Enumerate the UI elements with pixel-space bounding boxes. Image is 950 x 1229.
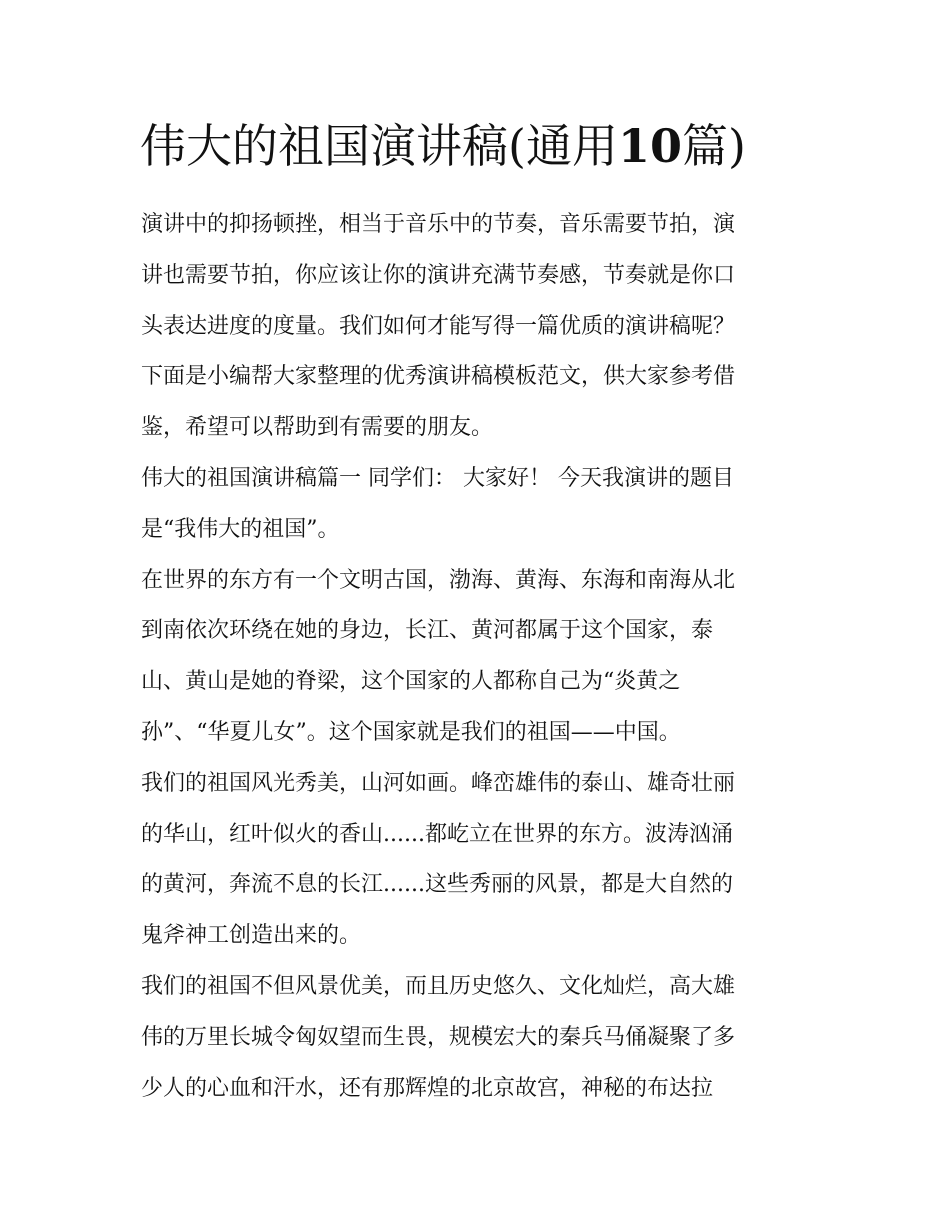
title-number: 10 bbox=[617, 119, 682, 173]
text-line: 鉴，希望可以帮助到有需要的朋友。 bbox=[141, 415, 494, 441]
paragraph-east bbox=[141, 556, 813, 759]
text-line: 讲也需要节拍，你应该让你的演讲充满节奏感，节奏就是你口 bbox=[141, 262, 736, 288]
body-text bbox=[141, 200, 813, 1114]
text-line: 下面是小编帮大家整理的优秀演讲稿模板范文，供大家参考借 bbox=[141, 364, 736, 390]
title-prefix: 伟大的祖国演讲稿(通用 bbox=[140, 119, 618, 173]
text-line: 头表达进度的度量。我们如何才能写得一篇优质的演讲稿呢？ bbox=[141, 313, 736, 339]
text-line: 伟的万里长城令匈奴望而生畏，规模宏大的秦兵马俑凝聚了多 bbox=[141, 1024, 736, 1050]
text-line: 山、黄山是她的脊梁，这个国家的人都称自己为“炎黄之 bbox=[141, 669, 681, 695]
text-line: 鬼斧神工创造出来的。 bbox=[141, 923, 362, 949]
text-line: 是“我伟大的祖国”。 bbox=[141, 516, 340, 542]
paragraph-history bbox=[141, 962, 813, 1114]
text-line: 的华山，红叶似火的香山......都屹立在世界的东方。波涛汹涌 bbox=[141, 821, 733, 847]
text-line: 伟大的祖国演讲稿篇一 同学们： 大家好！ 今天我演讲的题目 bbox=[141, 465, 734, 491]
text-line: 演讲中的抑扬顿挫，相当于音乐中的节奏，音乐需要节拍，演 bbox=[141, 212, 736, 237]
page-title bbox=[140, 114, 840, 178]
title-suffix: 篇) bbox=[681, 119, 746, 173]
paragraph-intro bbox=[141, 200, 813, 454]
text-line: 我们的祖国风光秀美，山河如画。峰峦雄伟的泰山、雄奇壮丽 bbox=[141, 770, 736, 796]
text-line: 我们的祖国不但风景优美，而且历史悠久、文化灿烂，高大雄 bbox=[141, 973, 736, 999]
text-line: 到南依次环绕在她的身边，长江、黄河都属于这个国家，泰 bbox=[141, 618, 714, 644]
text-line: 的黄河，奔流不息的长江......这些秀丽的风景，都是大自然的 bbox=[141, 872, 733, 898]
paragraph-scenery bbox=[141, 759, 813, 962]
text-line: 孙”、“华夏儿女”。这个国家就是我们的祖国——中国。 bbox=[141, 719, 681, 745]
paragraph-greeting bbox=[141, 454, 813, 556]
text-line: 在世界的东方有一个文明古国，渤海、黄海、东海和南海从北 bbox=[141, 567, 736, 593]
text-line: 少人的心血和汗水，还有那辉煌的北京故宫，神秘的布达拉 bbox=[141, 1075, 714, 1101]
